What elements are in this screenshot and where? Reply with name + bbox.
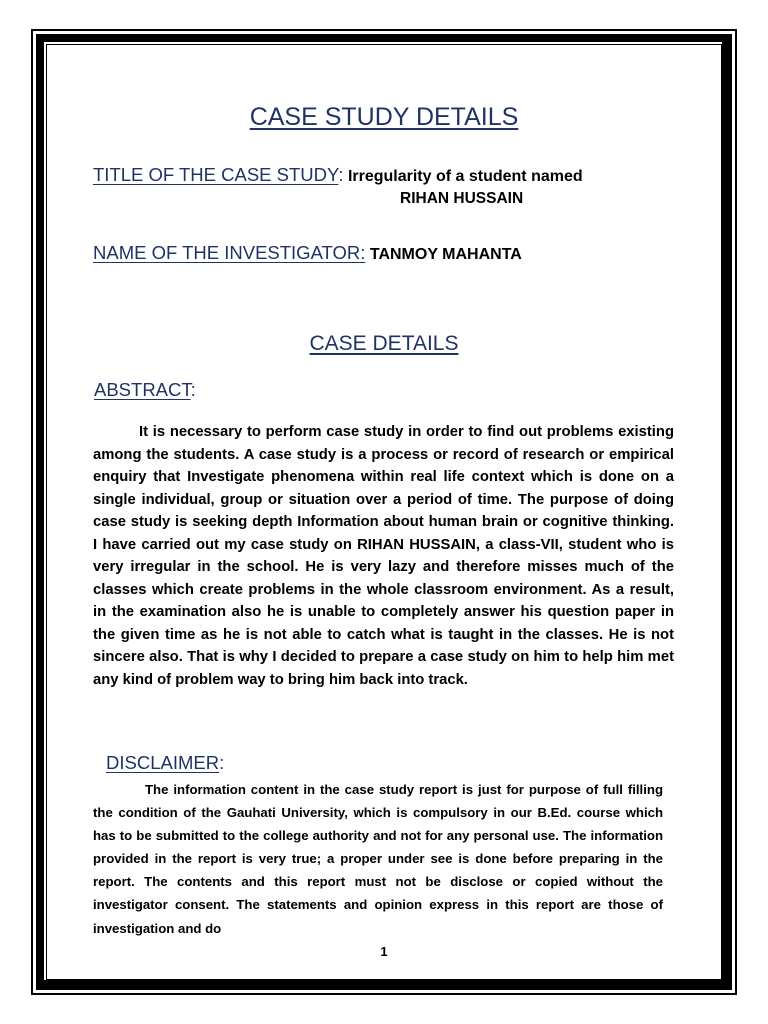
disclaimer-heading	[106, 752, 224, 774]
title-value: Irregularity of a student named	[347, 168, 583, 185]
disclaimer-colon: :	[219, 752, 225, 773]
disclaimer-text: The information content in the case study report is just for purpose of full filling the condition of the Gauhati University, which is compulsory in our B.Ed. course which has to be submitted to the college authority and not for any personal use. The information provided in the report is very true; a proper under see is done before preparing in the report. The contents and this report must not be disclose or copied without the investigator consent. The statements and opinion express in this report are those of investigation and do	[93, 782, 663, 936]
disclaimer-paragraph	[93, 778, 663, 940]
case-details-heading: CASE DETAILS	[309, 332, 459, 355]
case-study-title-line	[93, 164, 583, 186]
disclaimer-label: DISCLAIMER	[106, 752, 220, 773]
title-label: TITLE OF THE CASE STUDY	[93, 164, 339, 185]
abstract-text: It is necessary to perform case study in order to find out problems existing among the students. A case study is a process or record of research or empirical enquiry that Investigate phenomena within real life context which is done on a single individual, group or situation over a period of time. The purpose of doing case study is seeking depth Information about human brain or cognitive thinking. I have carried out my case study on RIHAN HUSSAIN, a class-VII, student who is very irregular in the school. He is very lazy and therefore misses much of the classes which create problems in the whole classroom environment. As a result, in the examination also he is unable to completely answer his question paper in the given time as he is not able to catch what is taught in the classes. He is not sincere also. That is why I decided to prepare a case study on him to help him met any kind of problem way to bring him back into track.	[93, 424, 674, 688]
title-value-line2: RIHAN HUSSAIN	[400, 190, 524, 207]
title-colon: :	[338, 164, 344, 185]
abstract-label: ABSTRACT	[94, 379, 191, 400]
main-heading: CASE STUDY DETAILS	[249, 103, 519, 131]
abstract-paragraph	[93, 421, 674, 691]
abstract-heading	[94, 379, 196, 401]
abstract-colon: :	[190, 379, 196, 400]
investigator-value: TANMOY MAHANTA	[369, 246, 522, 263]
page-number: 1	[380, 944, 388, 959]
investigator-label: NAME OF THE INVESTIGATOR:	[93, 242, 366, 263]
investigator-line	[93, 242, 522, 264]
